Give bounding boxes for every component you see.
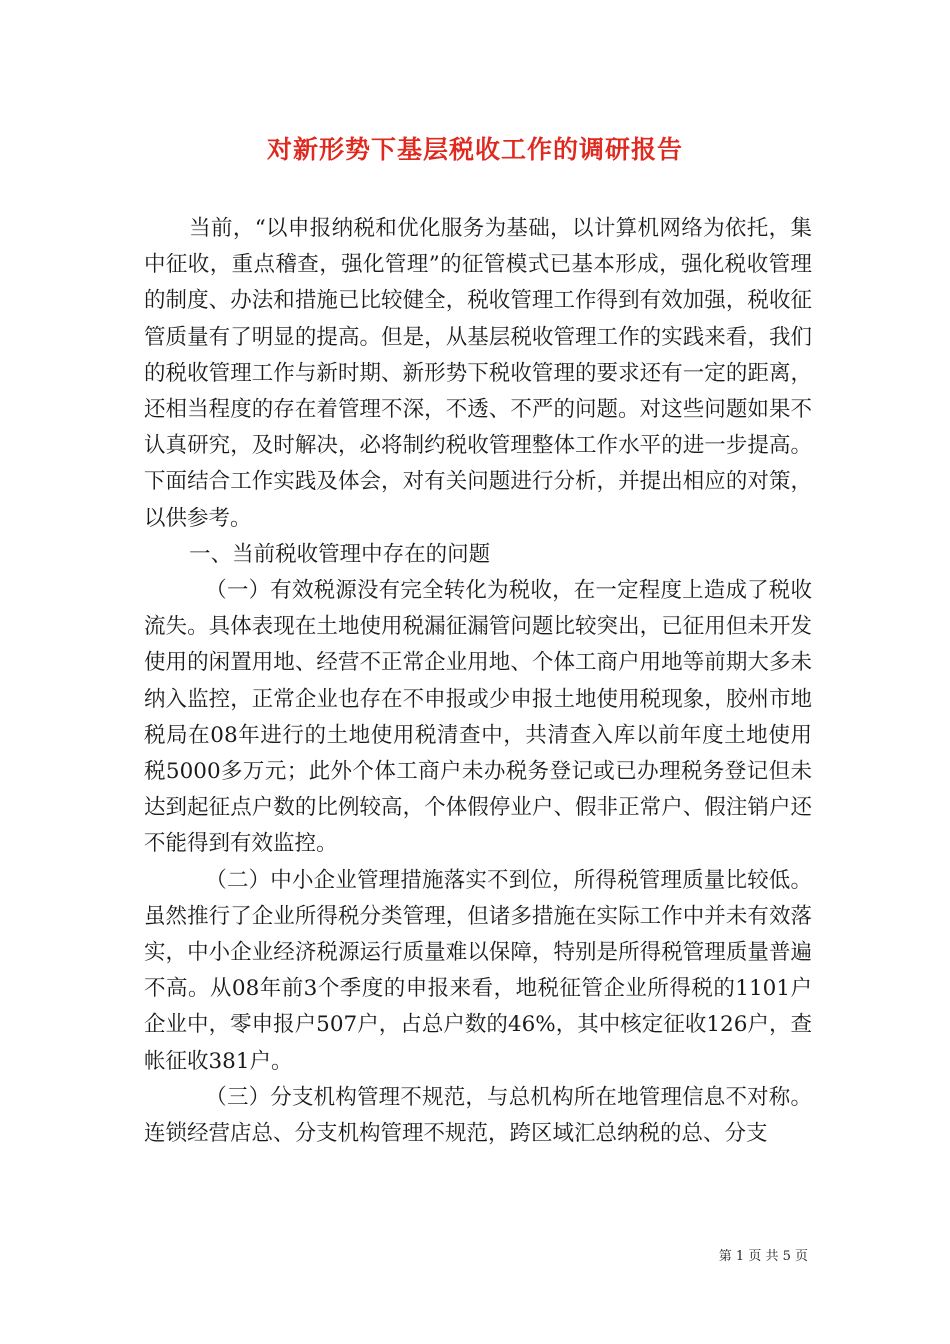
paragraph-issue-2: （二）中小企业管理措施落实不到位，所得税管理质量比较低。虽然推行了企业所得税分类管理，但诸多措施在实际工作中并未有效落实，中小企业经济税源运行质量难以保障，特别是所得税管理质量普遍不高。从08年前3个季度的申报来看，地税征管企业所得税的1101户企业中，零申报户507户，占总户数的46%，其中核定征收126户，查帐征收381户。 — [144, 867, 812, 1074]
paragraph-issue-1: （一）有效税源没有完全转化为税收，在一定程度上造成了税收流失。具体表现在土地使用税漏征漏管问题比较突出，已征用但未开发使用的闲置用地、经营不正常企业用地、个体工商户用地等前期大多未纳入监控，正常企业也存在不申报或少申报土地使用税现象，胶州市地税局在08年进行的土地使用税清查中，共清查入库以前年度土地使用税5000多万元；此外个体工商户未办税务登记或已办理税务登记但未达到起征点户数的比例较高，个体假停业户、假非正常户、假注销户还不能得到有效监控。 — [144, 578, 812, 857]
document-title: 对新形势下基层税收工作的调研报告 — [266, 135, 683, 164]
page-number: 第 1 页 共 5 页 — [718, 1249, 808, 1264]
paragraph-issue-3: （三）分支机构管理不规范，与总机构所在地管理信息不对称。连锁经营店总、分支机构管理不规范，跨区域汇总纳税的总、分支 — [144, 1084, 812, 1147]
section-heading: 一、当前税收管理中存在的问题 — [189, 541, 491, 567]
document-body — [144, 211, 812, 1152]
paragraph-intro: 当前，“以申报纳税和优化服务为基础，以计算机网络为依托，集中征收，重点稽查，强化管理”的征管模式已基本形成，强化税收管理的制度、办法和措施已比较健全，税收管理工作得到有效加强，税收征管质量有了明显的提高。但是，从基层税收管理工作的实践来看，我们的税收管理工作与新时期、新形势下税收管理的要求还有一定的距离，还相当程度的存在着管理不深，不透、不严的问题。对这些问题如果不认真研究，及时解决，必将制约税收管理整体工作水平的进一步提高。下面结合工作实践及体会，对有关问题进行分析，并提出相应的对策，以供参考。 — [144, 216, 812, 531]
